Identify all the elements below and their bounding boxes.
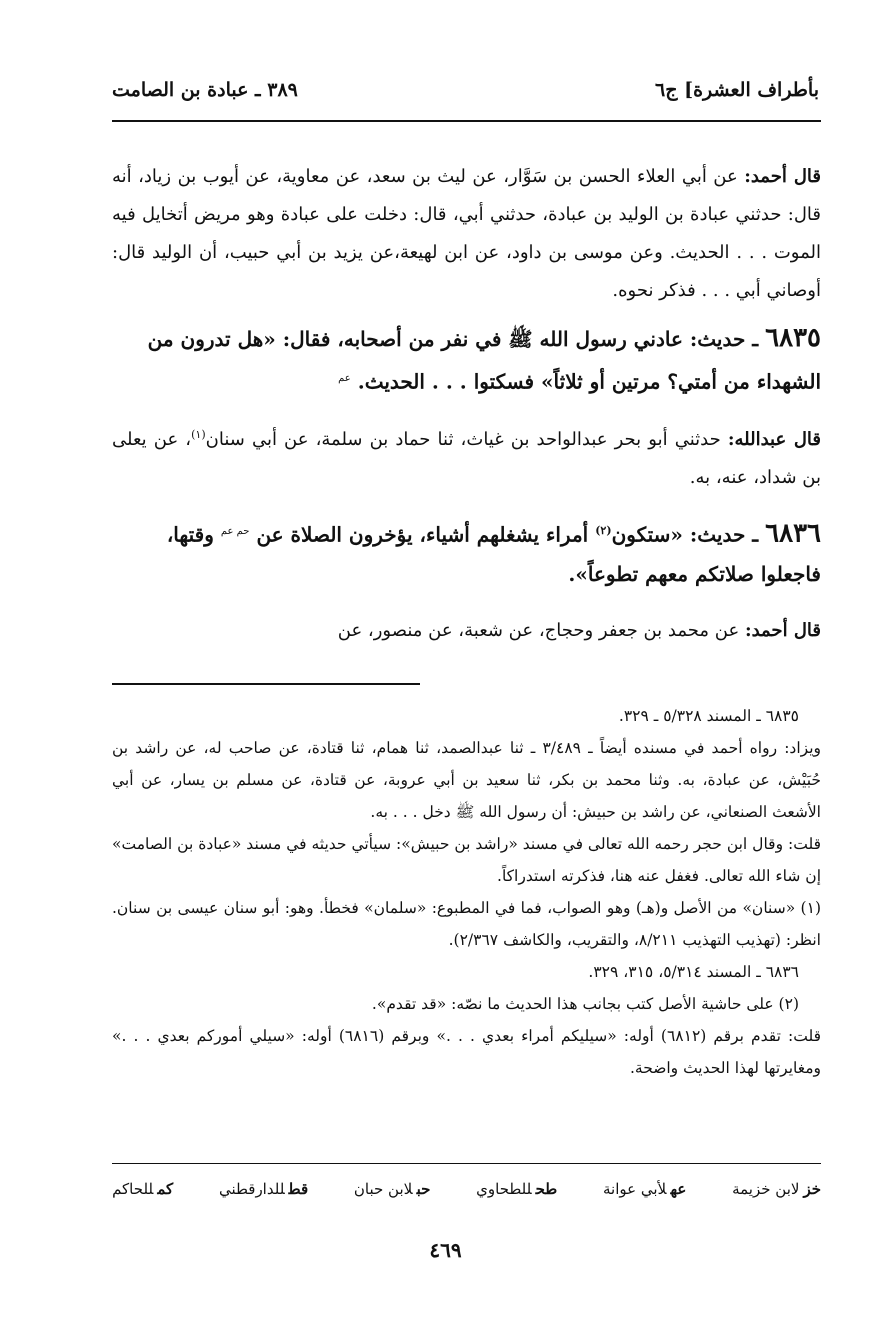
sigla-code: عه [670, 1180, 687, 1198]
footnote: قلت: تقدم برقم (٦٨١٢) أوله: «سيليكم أمراء بعدي . . .» وبرقم (٦٨١٦) أوله: «سيلي أموركم بعدي . . .» ومغايرتها لهذا الحديث واضحة. [112, 1027, 821, 1077]
hadith-6836 [112, 511, 821, 595]
sigla-code: طح [535, 1180, 558, 1198]
paragraph-ahmad-1 [112, 158, 821, 310]
paragraph-lead: قال أحمد: [744, 620, 821, 642]
hadith-number: ٦٨٣٥ [765, 323, 821, 353]
book-title: بأطراف العشرة] ج٦ [655, 79, 819, 101]
footnote-ref-1: (١) [191, 427, 206, 441]
source-mark: حم عم [220, 525, 250, 537]
paragraph-text: ، عن يعلى بن شداد، عنه، به. [112, 428, 821, 488]
sigla-item [603, 1180, 686, 1198]
sigla-item [354, 1180, 431, 1198]
source-mark: عم [338, 373, 351, 384]
sigla-item [476, 1180, 557, 1198]
sigla-item [112, 1180, 173, 1198]
sigla-label: للطحاوي [476, 1180, 532, 1198]
footnote: (١) «سنان» من الأصل و(هـ) وهو الصواب، فما في المطبوع: «سلمان» فخطأ. وهو: أبو سنان عيسى بن سنان. انظر: (تهذيب التهذيب ٨/٢١١، والتقريب، والكاشف ٢/٣٦٧). [112, 899, 821, 949]
paragraph-lead: قال عبدالله: [727, 428, 821, 450]
paragraph-text: عن محمد بن جعفر وحجاج، عن شعبة، عن منصور، عن [337, 620, 740, 642]
footnotes [112, 700, 821, 1084]
paragraph-text: حدثني أبو بحر عبدالواحد بن غياث، ثنا حماد بن سلمة، عن أبي سنان [205, 428, 721, 450]
hadith-label: ـ حديث: [689, 522, 759, 547]
page-number: ٤٦٩ [429, 1238, 462, 1262]
footnote-separator [112, 683, 420, 685]
sigla-label: لابن خزيمة [732, 1180, 800, 1198]
sigla-label: للحاكم [112, 1180, 154, 1198]
hadith-text: «ستكون [611, 522, 683, 547]
paragraph-abdullah [112, 416, 821, 497]
sigla-code: خز [803, 1180, 821, 1198]
sigla-rule [112, 1163, 821, 1164]
sigla-code: كم [157, 1180, 174, 1198]
footnote: ٦٨٣٥ ـ المسند ٥/٣٢٨ ـ ٣٢٩. [618, 707, 799, 725]
sigla-legend [112, 1180, 821, 1198]
sigla-label: لأبي عوانة [602, 1180, 667, 1198]
hadith-label: ـ حديث: [689, 327, 759, 351]
hadith-text: وقتها، فاجعلوا صلاتكم معهم تطوعاً». [166, 522, 821, 587]
sigla-code: حب [416, 1180, 431, 1198]
hadith-text: أمراء يشغلهم أشياء، يؤخرون الصلاة عن [256, 522, 589, 547]
hadith-text: عادني رسول الله ﷺ في نفر من أصحابه، فقال: «هل تدرون من الشهداء من أمتي؟ مرتين أو ثلاثاً» فسكتوا . . . الحديث. [147, 327, 821, 394]
sigla-label: لابن حبان [353, 1180, 413, 1198]
footnote-ref-2: (٢) [595, 523, 612, 537]
paragraph-ahmad-2 [112, 612, 821, 650]
sigla-label: للدارقطني [218, 1180, 285, 1198]
running-header [112, 70, 819, 110]
header-rule [112, 120, 821, 122]
section-title: ٣٨٩ ـ عبادة بن الصامت [112, 79, 298, 101]
hadith-number: ٦٨٣٦ [765, 518, 821, 549]
footnote: قلت: وقال ابن حجر رحمه الله تعالى في مسند «راشد بن حبيش»: سيأتي حديثه في مسند «عبادة بن الصامت» إن شاء الله تعالى. فغفل عنه هنا، فذكرته استدراكاً. [112, 835, 821, 885]
footnote: ٦٨٣٦ ـ المسند ٥/٣١٤، ٣١٥، ٣٢٩. [588, 963, 799, 981]
sigla-code: قط [288, 1180, 309, 1198]
sigla-item [219, 1180, 308, 1198]
footnote: (٢) على حاشية الأصل كتب بجانب هذا الحديث ما نصّه: «قد تقدم». [371, 995, 799, 1013]
paragraph-text: عن أبي العلاء الحسن بن سَوَّار، عن ليث بن سعد، عن معاوية، عن أيوب بن زياد، أنه قال: حدثني عبادة بن الوليد بن عبادة، حدثني أبي، قال: دخلت على عبادة وهو مريض أتخايل فيه الموت . . . الحديث. وعن موسى بن داود، عن ابن لهيعة،عن يزيد بن أبي حبيب، أن الوليد قال: أوصاني أبي . . . فذكر نحوه. [112, 166, 821, 301]
hadith-6835 [112, 318, 821, 402]
sigla-item [732, 1180, 821, 1198]
main-text [112, 158, 821, 650]
paragraph-lead: قال أحمد: [744, 166, 821, 187]
footnote: ويزاد: رواه أحمد في مسنده أيضاً ـ ٣/٤٨٩ ـ ثنا عبدالصمد، ثنا همام، ثنا قتادة، عن صاحب له، عن راشد بن حُبَيْش، عن عبادة، به. وثنا محمد بن بكر، ثنا سعيد بن أبي عروبة، عن قتادة، عن مسلم بن يسار، عن أبي الأشعث الصنعاني، عن راشد بن حبيش: أن رسول الله ﷺ دخل . . . به. [112, 739, 821, 821]
